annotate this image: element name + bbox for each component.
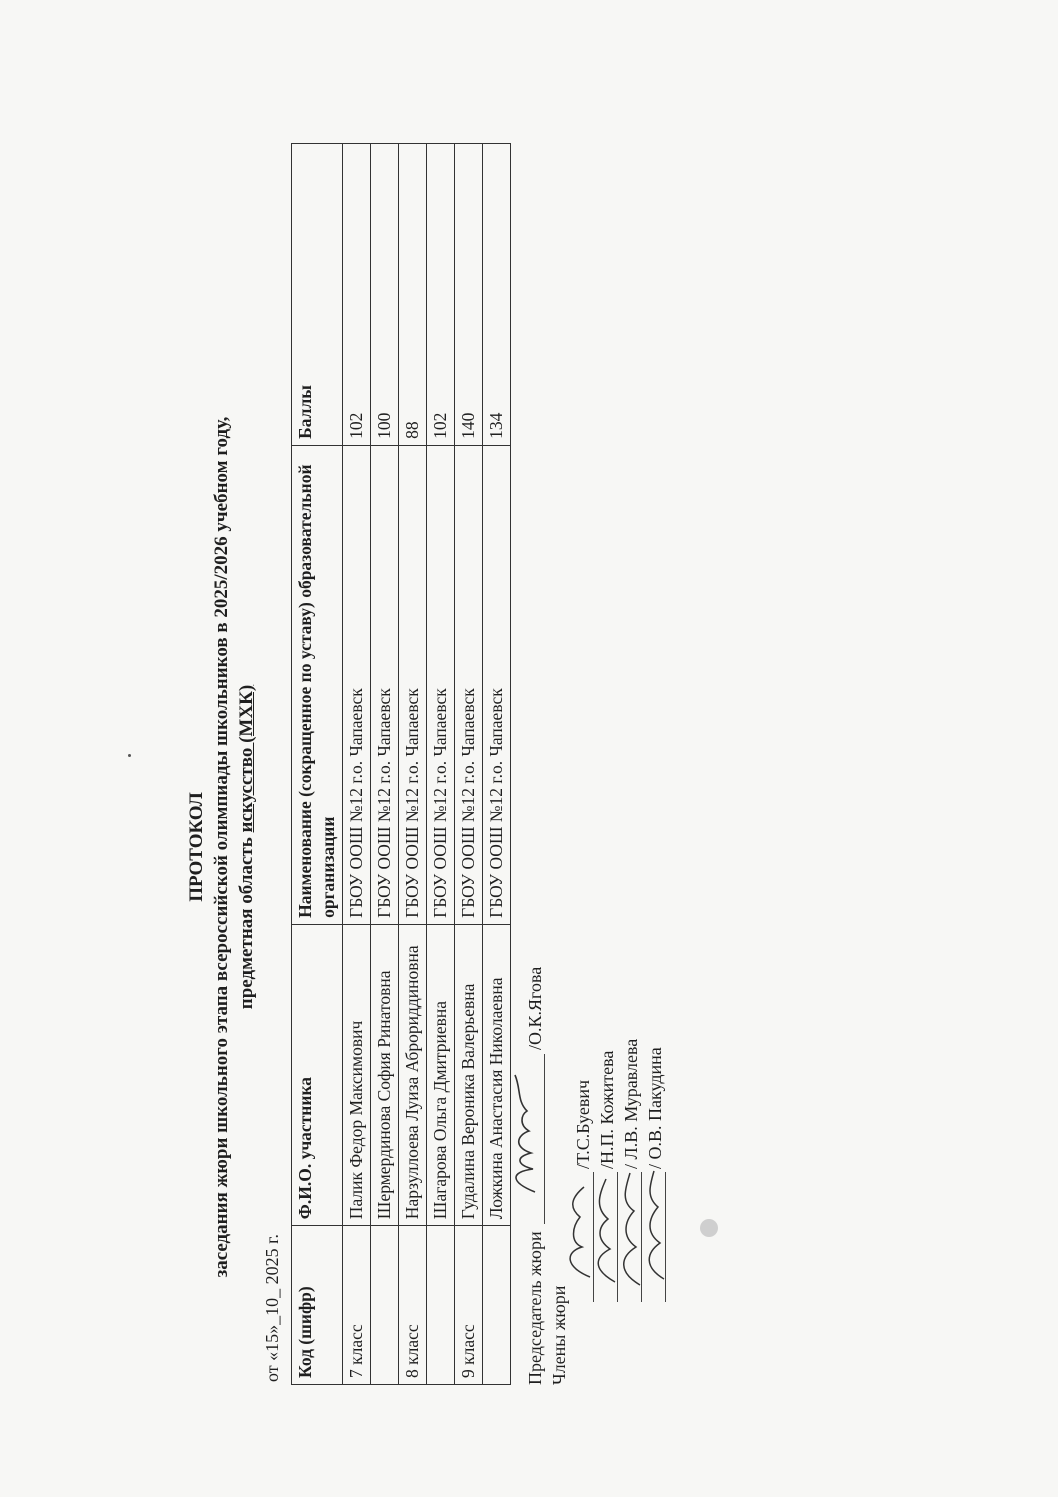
table-row <box>483 144 511 1385</box>
document-header <box>184 317 259 1377</box>
scan-speck <box>128 754 131 757</box>
row-name: Нарзуллоева Луиза Аброриддиновна <box>399 924 427 1225</box>
table-row <box>427 144 455 1385</box>
subject-line <box>234 317 259 1377</box>
row-score: 102 <box>343 144 371 446</box>
row-org: ГБОУ ООШ №12 г.о. Чапаевск <box>427 445 455 924</box>
results-table <box>291 143 511 1385</box>
row-org: ГБОУ ООШ №12 г.о. Чапаевск <box>455 445 483 924</box>
member-name: / О.В. Пакудина <box>645 1047 665 1169</box>
row-org: ГБОУ ООШ №12 г.о. Чапаевск <box>371 445 399 924</box>
member-signatures-icon <box>560 1157 675 1297</box>
table-row <box>343 144 371 1385</box>
row-score: 134 <box>483 144 511 446</box>
row-org: ГБОУ ООШ №12 г.о. Чапаевск <box>399 445 427 924</box>
member-name: /Т.С.Буевич <box>573 1079 593 1169</box>
chair-name: /О.К.Ягова <box>525 966 545 1050</box>
row-org: ГБОУ ООШ №12 г.о. Чапаевск <box>483 445 511 924</box>
chair-signature-icon <box>505 1067 545 1197</box>
row-code: 7 класс <box>343 1226 371 1385</box>
member-name: /Н.П. Кожитева <box>597 1050 617 1169</box>
table-row <box>371 144 399 1385</box>
row-code: 9 класс <box>455 1226 483 1385</box>
row-score: 140 <box>455 144 483 446</box>
row-org: ГБОУ ООШ №12 г.о. Чапаевск <box>343 445 371 924</box>
header-code: Код (шифр) <box>292 1226 343 1385</box>
header-org: Наименование (сокращенное по уставу) образовательной организации <box>292 445 343 924</box>
row-code <box>371 1226 399 1385</box>
row-code: 8 класс <box>399 1226 427 1385</box>
document-subtitle: заседания жюри школьного этапа всероссийской олимпиады школьников в 2025/2026 учебном году, <box>211 416 232 1278</box>
scan-stain <box>700 1219 718 1237</box>
row-name: Шермердинова София Ринатовна <box>371 924 399 1225</box>
row-score: 100 <box>371 144 399 446</box>
members-label: Члены жюри <box>549 1285 569 1385</box>
subject-prefix: предметная область <box>236 837 257 1010</box>
table-header-row <box>292 144 343 1385</box>
row-name: Палик Федор Максимович <box>343 924 371 1225</box>
row-code <box>483 1226 511 1385</box>
chair-label: Председатель жюри <box>525 1231 545 1385</box>
row-name: Шагарова Ольга Дмитриевна <box>427 924 455 1225</box>
row-name: Ложкина Анастасия Николаевна <box>483 924 511 1225</box>
document-title: ПРОТОКОЛ <box>186 792 207 902</box>
header-score: Баллы <box>292 144 343 446</box>
subject-name: искусство (МХК) <box>236 684 257 833</box>
header-name: Ф.И.О. участника <box>292 924 343 1225</box>
member-name: / Л.В. Муравлева <box>621 1038 641 1169</box>
row-score: 102 <box>427 144 455 446</box>
row-code <box>427 1226 455 1385</box>
protocol-date: от «15»_10_ 2025 г. <box>262 1234 282 1382</box>
table-row <box>455 144 483 1385</box>
table-row <box>399 144 427 1385</box>
row-score: 88 <box>399 144 427 446</box>
row-name: Гудалина Вероника Валерьевна <box>455 924 483 1225</box>
